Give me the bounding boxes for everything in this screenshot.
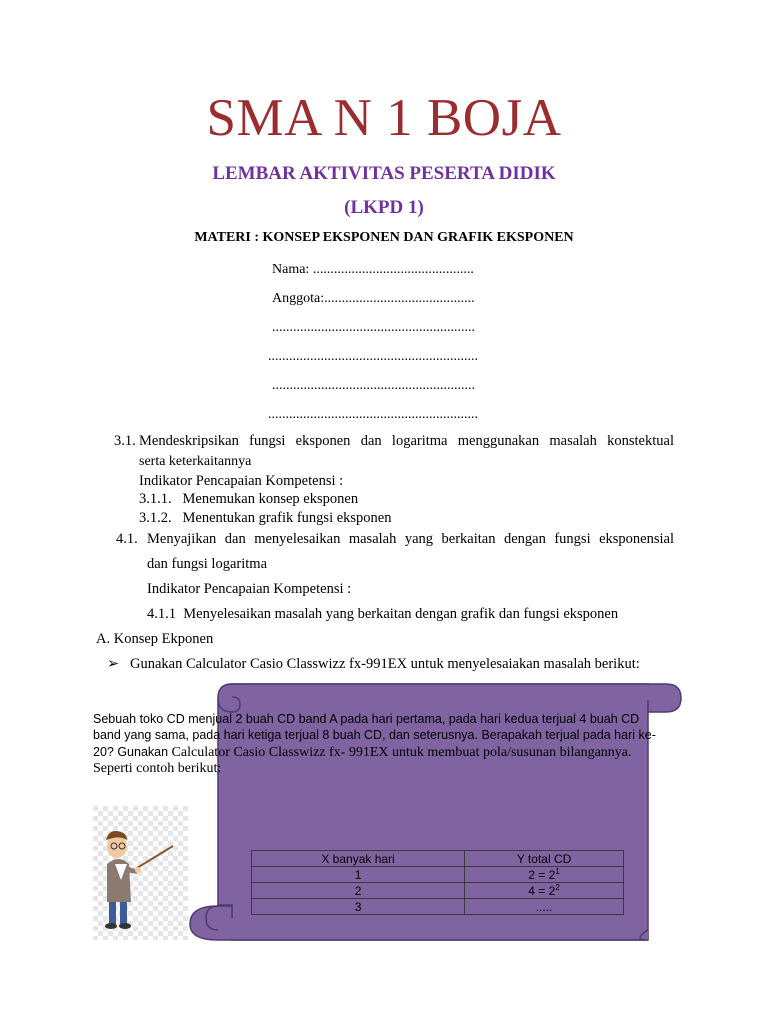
- member-line-1: ..........................................................: [272, 320, 475, 335]
- sheet-title: LEMBAR AKTIVITAS PESERTA DIDIK: [212, 163, 556, 184]
- problem-line-3-end: Calculator Casio Classwizz fx- 991EX untuk membuat pola/susunan bilangannya.: [171, 745, 632, 760]
- table-header-row: [252, 851, 624, 867]
- cell-y: [465, 867, 624, 883]
- ipk-4-1-1: 4.1.1 Menyelesaikan masalah yang berkaitan dengan grafik dan fungsi eksponen: [147, 606, 619, 622]
- cell-y: [465, 899, 624, 915]
- school-title: SMA N 1 BOJA: [206, 89, 562, 147]
- column-header-x: X banyak hari: [252, 851, 465, 867]
- problem-line-3-start: 20? Gunakan: [93, 745, 172, 759]
- kd-4-1-text-cont: dan fungsi logaritma: [147, 556, 268, 572]
- materi-heading: MATERI : KONSEP EKSPONEN DAN GRAFIK EKSPONEN: [194, 230, 574, 245]
- problem-line-2: band yang sama, pada hari ketiga terjual 8 buah CD, dan seterusnya. Berapakah terjual pada hari ke-: [93, 728, 656, 742]
- kd-3-1-number: 3.1.: [114, 433, 136, 449]
- cell-y-value: .....: [535, 900, 553, 914]
- member-line-2: ............................................................: [268, 349, 478, 364]
- section-a-heading: A. Konsep Ekponen: [96, 631, 214, 647]
- cell-x: 1: [252, 867, 465, 883]
- ipk-3-1-2: 3.1.2. Menentukan grafik fungsi eksponen: [139, 510, 392, 526]
- ipk-label-2: Indikator Pencapaian Kompetensi :: [147, 581, 352, 597]
- problem-line-1: Sebuah toko CD menjual 2 buah CD band A pada hari pertama, pada hari kedua terjual 4 buah CD: [93, 712, 640, 726]
- member-line-4: ............................................................: [268, 407, 478, 422]
- member-line-3: ..........................................................: [272, 378, 475, 393]
- teacher-pointing-illustration: [93, 806, 188, 940]
- cell-y-exponent: 1: [555, 867, 560, 876]
- kd-3-1-text: Mendeskripsikan fungsi eksponen dan logaritma menggunakan masalah konstektual: [139, 433, 674, 449]
- cell-x: 3: [252, 899, 465, 915]
- table-row: [252, 899, 624, 915]
- section-a-instruction: Gunakan Calculator Casio Classwizz fx-991EX untuk menyelesaiakan masalah berikut:: [130, 656, 640, 672]
- ipk-3-1-1: 3.1.1. Menemukan konsep eksponen: [139, 491, 359, 507]
- anggota-field: Anggota:...........................................: [272, 291, 475, 306]
- cell-y-exponent: 2: [555, 883, 560, 892]
- kd-4-1-text: Menyajikan dan menyelesaikan masalah yang berkaitan dengan fungsi eksponensial: [147, 531, 674, 547]
- ipk-label-1: Indikator Pencapaian Kompetensi :: [139, 473, 344, 489]
- kd-3-1-text-cont: serta keterkaitannya: [139, 454, 252, 469]
- problem-line-4: Seperti contoh berikut:: [93, 761, 222, 776]
- bullet-arrow-icon: ➢: [107, 656, 120, 672]
- table-row: [252, 867, 624, 883]
- kd-4-1-number: 4.1.: [116, 531, 138, 547]
- cell-y-value: 4 = 2: [528, 884, 556, 898]
- problem-line-3: [93, 743, 632, 761]
- table-row: [252, 883, 624, 899]
- cd-sales-table: [251, 850, 624, 915]
- cell-y: [465, 883, 624, 899]
- nama-field: Nama: ..............................................: [272, 262, 474, 277]
- cell-x: 2: [252, 883, 465, 899]
- column-header-y: Y total CD: [465, 851, 624, 867]
- cell-y-value: 2 = 2: [528, 868, 556, 882]
- sheet-code: (LKPD 1): [344, 197, 424, 218]
